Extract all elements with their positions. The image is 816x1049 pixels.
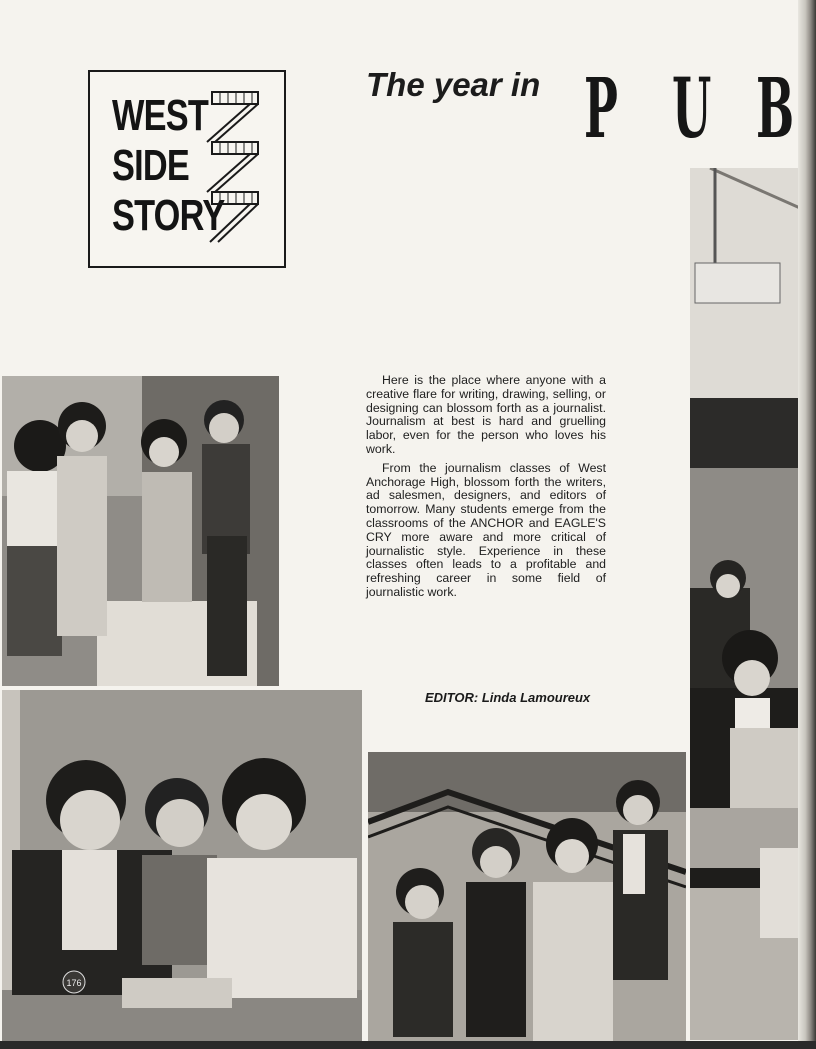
students-photo-bottom-left	[2, 690, 362, 1042]
headline-letter-b: B	[756, 61, 795, 157]
headline-letter-p: P	[584, 61, 618, 157]
students-photo-bottom-middle	[368, 752, 686, 1042]
staircase-icon	[90, 72, 284, 266]
page-binding-edge	[798, 0, 816, 1049]
page-number: 176	[66, 978, 82, 988]
classroom-photo-right	[690, 168, 800, 1040]
article-paragraph-1: Here is the place where anyone with a creative flare for writing, drawing, selling, or designing can blossom forth as a journalist. Journalism at best is hard and gruelling labor, even for the person who loves his work.	[366, 373, 606, 456]
students-photo-top-left	[2, 376, 279, 686]
page-bottom-edge	[0, 1041, 816, 1049]
article-body	[366, 374, 606, 605]
west-side-story-logo	[88, 70, 286, 268]
headline-letter-u: U	[672, 61, 712, 157]
headline-text: The year in	[366, 66, 541, 103]
editor-credit: EDITOR: Linda Lamoureux	[425, 690, 591, 705]
logo-line-1: WEST	[112, 91, 209, 140]
logo-line-3: STORY	[112, 191, 225, 240]
article-paragraph-2: From the journalism classes of West Anchorage High, blossom forth the writers, ad salesmen, designers, and editors of tomorrow. Many students emerge from the classrooms of the ANCHOR and EAGLE'S CRY more aware and more critical of journalistic style. Experience in these classes often leads to a profitable and refreshing career in some field of journalistic work.	[366, 460, 606, 599]
logo-line-2: SIDE	[112, 141, 189, 190]
